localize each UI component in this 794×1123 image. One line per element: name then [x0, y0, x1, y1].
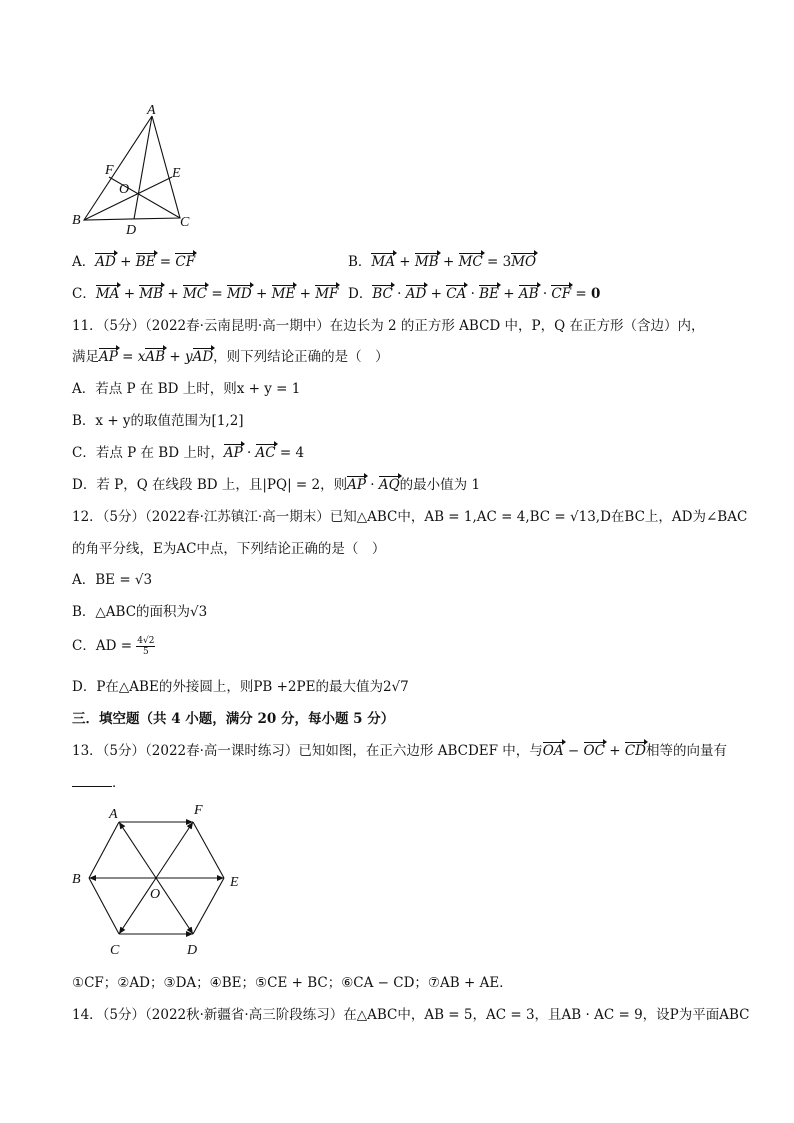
q11-optc-post: = 4	[275, 445, 305, 461]
fig1-label-E: E	[172, 166, 181, 181]
q12-option-d: D．P在△ABE的外接圆上，则PB +2PE的最大值为2√7	[72, 679, 409, 695]
option-label: D．	[348, 286, 373, 302]
q13-stem-line1: 13．（5分）（2022春·高一课时练习）已知如图，在正六边形 ABCDEF 中，与OA − OC + CD相等的向量有	[72, 743, 727, 759]
q12-option-b: B．△ABC的面积为√3	[72, 604, 208, 620]
q12-option-a: A．BE = √3	[72, 572, 153, 588]
fig2-label-C: C	[110, 943, 120, 958]
fig1-label-O: O	[119, 182, 130, 197]
option-label: A．	[72, 254, 96, 270]
section-heading: 三．填空题（共 4 小题，满分 20 分，每小题 5 分）	[72, 711, 395, 727]
q11-stem-post: ，则下列结论正确的是（ ）	[213, 349, 389, 365]
q12-stem-line1: 12．（5分）（2022春·江苏镇江·高一期末）已知△ABC中，AB = 1,AC = 4,BC = √13,D在BC上，AD为∠BAC	[72, 509, 748, 525]
q12-option-c	[72, 634, 155, 657]
q11-optd-pre: D．若 P，Q 在线段 BD 上，且|PQ| = 2，则	[72, 477, 348, 493]
fraction	[136, 636, 155, 657]
q10-option-c: C．MA + MB + MC = MD + ME + MF	[72, 286, 339, 302]
q13-stem-line2	[72, 771, 126, 791]
q11-stem-line1: 11．（5分）（2022春·云南昆明·高一期中）在边长为 2 的正方形 ABCD 中，P，Q 在正方形（含边）内，	[72, 318, 705, 334]
q10-option-b: B．MA + MB + MC = 3MO	[348, 254, 537, 270]
fig2-label-B: B	[72, 872, 81, 887]
fig2-label-D: D	[187, 943, 198, 958]
q11-optd-post: 的最小值为 1	[399, 477, 481, 493]
q12-optc-pre: C．AD =	[72, 638, 137, 654]
q11-option-d: D．若 P，Q 在线段 BD 上，且|PQ| = 2，则AP · AQ的最小值为 1	[72, 477, 481, 493]
q13-stem-post: 相等的向量有	[646, 743, 727, 759]
q13-period: ．	[112, 775, 126, 791]
q11-option-b: B．x + y的取值范围为[1,2]	[72, 413, 244, 429]
fraction-denominator: 5	[143, 647, 149, 657]
triangle-figure	[70, 98, 200, 238]
option-label: B．	[348, 254, 372, 270]
fig2-label-O: O	[150, 887, 161, 902]
q12-stem-line2: 的角平分线，E为AC中点，下列结论正确的是（ ）	[72, 541, 386, 557]
fig1-label-C: C	[180, 215, 190, 230]
q11-option-c: C．若点 P 在 BD 上时，AP · AC = 4	[72, 445, 305, 461]
fig2-label-A: A	[109, 807, 118, 822]
option-label: C．	[72, 286, 96, 302]
fraction-numerator: 4√2	[137, 636, 155, 646]
q10-option-d: D．BC · AD + CA · BE + AB · CF = 0	[348, 286, 601, 302]
fig1-label-B: B	[72, 213, 81, 228]
q11-stem-line2: 满足AP = xAB + yAD，则下列结论正确的是（ ）	[72, 349, 389, 365]
fig2-label-E: E	[230, 875, 239, 890]
q11-option-a: A．若点 P 在 BD 上时，则x + y = 1	[72, 381, 301, 397]
hexagon-figure	[68, 800, 258, 960]
q10-option-a: A．AD + BE = CF	[72, 254, 196, 270]
q11-optc-pre: C．若点 P 在 BD 上时，	[72, 445, 224, 461]
fig1-label-D: D	[126, 223, 137, 238]
q11-stem-pre: 满足	[72, 349, 99, 365]
answer-blank[interactable]	[72, 776, 112, 787]
fig2-label-F: F	[194, 803, 203, 818]
q13-options: ①CF；②AD；③DA；④BE；⑤CE + BC；⑥CA − CD；⑦AB + AE．	[72, 975, 513, 991]
q13-stem-pre: 13．（5分）（2022春·高一课时练习）已知如图，在正六边形 ABCDEF 中，与	[72, 743, 543, 759]
q14-stem-line1: 14．（5分）（2022秋·新疆省·高三阶段练习）在△ABC中，AB = 5，AC = 3，且AB · AC = 9，设P为平面ABC	[72, 1007, 750, 1023]
fig1-label-A: A	[147, 103, 156, 118]
fig1-label-F: F	[105, 163, 114, 178]
